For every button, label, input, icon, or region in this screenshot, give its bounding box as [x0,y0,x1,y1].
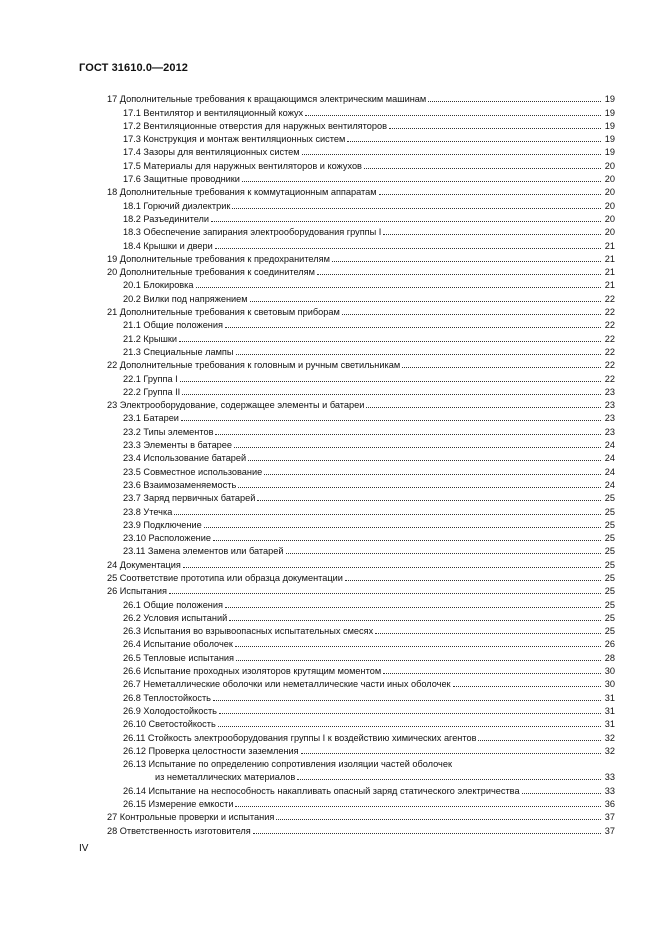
toc-entry-title: 17 Дополнительные требования к вращающимся электрическим машинам [107,94,427,105]
toc-entry-title: 23.9 Подключение [123,519,202,530]
toc-entry-title: 26.11 Стойкость электрооборудования группы I к воздействию химических агентов [123,732,477,743]
toc-entry-page: 28 [604,652,615,663]
toc-dot-leader [211,221,601,222]
toc-dot-leader [179,341,601,342]
toc-entry [107,305,615,318]
toc-dot-leader [302,154,601,155]
toc-entry-page: 22 [604,333,615,344]
toc-entry-title: 26.9 Холодостойкость [123,705,217,716]
toc-entry-title: 18 Дополнительные требования к коммутационным аппаратам [107,187,377,198]
toc-entry-title: 17.5 Материалы для наружных вентиляторов и кожухов [123,160,362,171]
toc-entry [107,411,615,424]
toc-entry-page: 20 [604,187,615,198]
toc-dot-leader [183,567,601,568]
toc-entry-title: 23.2 Типы элементов [123,426,214,437]
toc-dot-leader [383,234,601,235]
toc-entry-title: 23.3 Элементы в батарее [123,440,233,451]
toc-dot-leader [286,553,602,554]
toc-entry-title: 21.3 Специальные лампы [123,346,234,357]
toc-entry [107,664,615,677]
toc-entry-page: 25 [604,546,615,557]
toc-entry [107,823,615,836]
toc-entry [107,810,615,823]
toc-entry-page: 25 [604,533,615,544]
toc-entry [107,650,615,663]
toc-dot-leader [379,194,601,195]
toc-entry [107,451,615,464]
document-header: ГОСТ 31610.0—2012 [79,62,189,74]
toc-entry-title: 17.3 Конструкция и монтаж вентиляционных систем [123,134,346,145]
toc-entry-title: 21.2 Крышки [123,333,178,344]
toc-entry-page: 22 [604,360,615,371]
toc-entry [107,198,615,211]
toc-dot-leader [235,806,601,807]
toc-entry [107,172,615,185]
toc-entry [107,571,615,584]
toc-entry [107,464,615,477]
toc-entry-title: 18.4 Крышки и двери [123,240,213,251]
toc-dot-leader [257,500,601,501]
toc-entry-page: 32 [604,745,615,756]
toc-entry-page: 20 [604,160,615,171]
toc-entry [107,331,615,344]
toc-entry-page: 20 [604,227,615,238]
toc-dot-leader [242,181,601,182]
toc-entry-title: 23.11 Замена элементов или батарей [123,546,284,557]
toc-entry-page: 21 [604,267,615,278]
toc-entry-page: 25 [604,559,615,570]
toc-entry [107,557,615,570]
toc-entry-title: 26.7 Неметаллические оболочки или неметаллические части иных оболочек [123,679,451,690]
toc-dot-leader [332,261,601,262]
toc-entry [107,105,615,118]
toc-dot-leader [174,514,601,515]
toc-dot-leader [317,274,601,275]
toc-entry [107,770,615,783]
toc-dot-leader [428,101,601,102]
toc-entry [107,278,615,291]
toc-entry [107,291,615,304]
toc-entry-page: 26 [604,639,615,650]
toc-dot-leader [297,779,601,780]
toc-entry [107,252,615,265]
toc-entry-page: 25 [604,626,615,637]
toc-entry-page: 22 [604,293,615,304]
toc-entry [107,424,615,437]
toc-entry-title: 23.8 Утечка [123,506,173,517]
toc-entry-title: 18.2 Разъединители [123,213,210,224]
toc-entry [107,478,615,491]
toc-dot-leader [229,620,601,621]
toc-entry-title: 17.4 Зазоры для вентиляционных систем [123,147,300,158]
toc-entry-title: 26.12 Проверка целостности заземления [123,745,299,756]
toc-entry-title: 28 Ответственность изготовителя [107,825,251,836]
toc-entry-page: 33 [604,785,615,796]
toc-entry-page: 24 [604,453,615,464]
toc-entry [107,438,615,451]
toc-entry-page: 25 [604,493,615,504]
toc-entry-page: 31 [604,705,615,716]
toc-dot-leader [234,447,601,448]
toc-entry-page: 24 [604,440,615,451]
toc-entry-title: 23.5 Совместное использование [123,466,263,477]
toc-dot-leader [345,580,601,581]
toc-entry-page: 23 [604,426,615,437]
toc-entry-title: 26.15 Измерение емкости [123,799,234,810]
toc-entry [107,637,615,650]
toc-entry [107,504,615,517]
toc-entry-title: 22.2 Группа II [123,386,181,397]
toc-entry [107,491,615,504]
toc-entry-title: 26.2 Условия испытаний [123,612,228,623]
toc-dot-leader [238,487,601,488]
toc-entry [107,531,615,544]
toc-entry [107,158,615,171]
toc-entry [107,783,615,796]
toc-entry [107,518,615,531]
toc-entry-page: 20 [604,174,615,185]
toc-entry-title: 24 Документация [107,559,181,570]
toc-entry [107,318,615,331]
toc-dot-leader [225,327,601,328]
toc-entry [107,544,615,557]
toc-entry [107,744,615,757]
toc-entry [107,584,615,597]
toc-entry [107,238,615,251]
toc-entry-page: 20 [604,200,615,211]
toc-entry-title: 21 Дополнительные требования к световым приборам [107,307,340,318]
toc-entry-page: 21 [604,280,615,291]
toc-entry [107,212,615,225]
toc-entry-page: 25 [604,519,615,530]
toc-dot-leader [301,753,601,754]
toc-entry-page: 23 [604,413,615,424]
toc-entry-page: 30 [604,666,615,677]
toc-dot-leader [213,700,601,701]
toc-entry-page: 22 [604,320,615,331]
toc-entry-page: 36 [604,799,615,810]
toc-dot-leader [235,646,601,647]
toc-entry-title: 17.1 Вентилятор и вентиляционный кожух [123,107,304,118]
toc-entry-page: 19 [604,107,615,118]
toc-dot-leader [218,726,601,727]
toc-entry-page: 22 [604,346,615,357]
toc-entry-title: 20 Дополнительные требования к соединителям [107,267,315,278]
toc-entry-page: 19 [604,94,615,105]
toc-entry [107,690,615,703]
toc-entry-title: 26.13 Испытание по определению сопротивления изоляции частей оболочек [123,759,452,770]
toc-dot-leader [236,354,601,355]
toc-entry-title: 26.5 Тепловые испытания [123,652,235,663]
toc-entry-title: из неметаллических материалов [155,772,296,783]
toc-dot-leader [219,713,601,714]
toc-dot-leader [225,607,601,608]
toc-entry-title: 26.6 Испытание проходных изоляторов крутящим моментом [123,666,382,677]
toc-entry-title: 26.14 Испытание на неспособность накапливать опасный заряд статического электричества [123,785,520,796]
toc-entry-page: 25 [604,586,615,597]
toc-entry [107,757,615,770]
toc-entry-page: 21 [604,240,615,251]
toc-entry-title: 20.1 Блокировка [123,280,194,291]
toc-entry-title: 22.1 Группа I [123,373,178,384]
toc-dot-leader [248,460,601,461]
toc-entry [107,371,615,384]
toc-entry-page: 24 [604,479,615,490]
toc-entry-page: 37 [604,812,615,823]
toc-dot-leader [169,593,601,594]
toc-entry-page: 24 [604,466,615,477]
toc-dot-leader [236,660,601,661]
toc-entry-title: 26.10 Светостойкость [123,719,216,730]
toc-entry-title: 23.1 Батареи [123,413,179,424]
toc-dot-leader [389,128,601,129]
toc-entry-title: 23 Электрооборудование, содержащее элементы и батареи [107,400,365,411]
toc-dot-leader [402,367,601,368]
toc-entry-page: 32 [604,732,615,743]
toc-entry-page: 25 [604,506,615,517]
toc-entry-title: 26 Испытания [107,586,167,597]
toc-entry [107,185,615,198]
toc-entry-page: 22 [604,307,615,318]
toc-entry-title: 20.2 Вилки под напряжением [123,293,248,304]
toc-dot-leader [276,819,601,820]
toc-entry-page: 23 [604,400,615,411]
toc-entry-title: 27 Контрольные проверки и испытания [107,812,275,823]
toc-dot-leader [264,474,601,475]
toc-dot-leader [182,394,601,395]
toc-entry [107,145,615,158]
toc-dot-leader [347,141,601,142]
toc-entry [107,225,615,238]
toc-dot-leader [383,673,601,674]
toc-entry [107,730,615,743]
toc-entry [107,704,615,717]
toc-entry-title: 17.2 Вентиляционные отверстия для наружных вентиляторов [123,120,387,131]
table-of-contents [107,92,615,837]
toc-entry [107,717,615,730]
toc-entry-page: 30 [604,679,615,690]
toc-entry [107,345,615,358]
toc-dot-leader [215,434,601,435]
toc-entry-title: 23.6 Взаимозаменяемость [123,479,237,490]
toc-entry [107,677,615,690]
toc-entry [107,385,615,398]
toc-entry-title: 23.10 Расположение [123,533,211,544]
toc-entry [107,265,615,278]
toc-dot-leader [180,381,601,382]
toc-entry-page: 21 [604,253,615,264]
toc-entry-title: 18.3 Обеспечение запирания электрооборудования группы I [123,227,382,238]
toc-dot-leader [204,527,601,528]
toc-entry [107,797,615,810]
toc-dot-leader [342,314,601,315]
toc-dot-leader [253,833,601,834]
toc-dot-leader [522,793,601,794]
toc-entry-title: 19 Дополнительные требования к предохранителям [107,253,330,264]
toc-dot-leader [375,633,601,634]
toc-dot-leader [305,115,601,116]
toc-entry [107,398,615,411]
toc-entry-page: 19 [604,120,615,131]
toc-entry-page: 25 [604,599,615,610]
toc-entry-page: 19 [604,147,615,158]
toc-dot-leader [213,540,601,541]
toc-entry-page: 23 [604,386,615,397]
toc-dot-leader [215,248,601,249]
toc-dot-leader [366,407,601,408]
toc-entry-page: 31 [604,719,615,730]
toc-dot-leader [232,208,601,209]
toc-dot-leader [453,686,601,687]
toc-dot-leader [250,301,601,302]
toc-entry-title: 25 Соответствие прототипа или образца документации [107,572,343,583]
toc-entry-title: 18.1 Горючий диэлектрик [123,200,231,211]
toc-dot-leader [196,287,601,288]
page-number: IV [79,843,89,854]
toc-entry-page: 25 [604,572,615,583]
toc-entry-title: 17.6 Защитные проводники [123,174,240,185]
toc-entry-title: 23.4 Использование батарей [123,453,247,464]
toc-entry-title: 23.7 Заряд первичных батарей [123,493,256,504]
toc-dot-leader [478,740,601,741]
toc-entry-title: 26.1 Общие положения [123,599,223,610]
toc-entry-page: 31 [604,692,615,703]
toc-entry-title: 26.8 Теплостойкость [123,692,211,703]
toc-entry-page: 25 [604,612,615,623]
toc-entry [107,358,615,371]
toc-entry [107,597,615,610]
toc-entry [107,624,615,637]
toc-entry-page: 33 [604,772,615,783]
toc-dot-leader [181,420,601,421]
toc-entry-title: 26.3 Испытания во взрывоопасных испытательных смесях [123,626,374,637]
toc-entry-page: 20 [604,213,615,224]
toc-entry [107,92,615,105]
toc-entry [107,119,615,132]
toc-entry [107,611,615,624]
toc-entry-title: 26.4 Испытание оболочек [123,639,233,650]
toc-entry [107,132,615,145]
toc-entry-title: 22 Дополнительные требования к головным и ручным светильникам [107,360,401,371]
toc-dot-leader [364,168,601,169]
toc-entry-page: 22 [604,373,615,384]
toc-entry-page: 37 [604,825,615,836]
toc-entry-page: 19 [604,134,615,145]
toc-entry-title: 21.1 Общие положения [123,320,223,331]
